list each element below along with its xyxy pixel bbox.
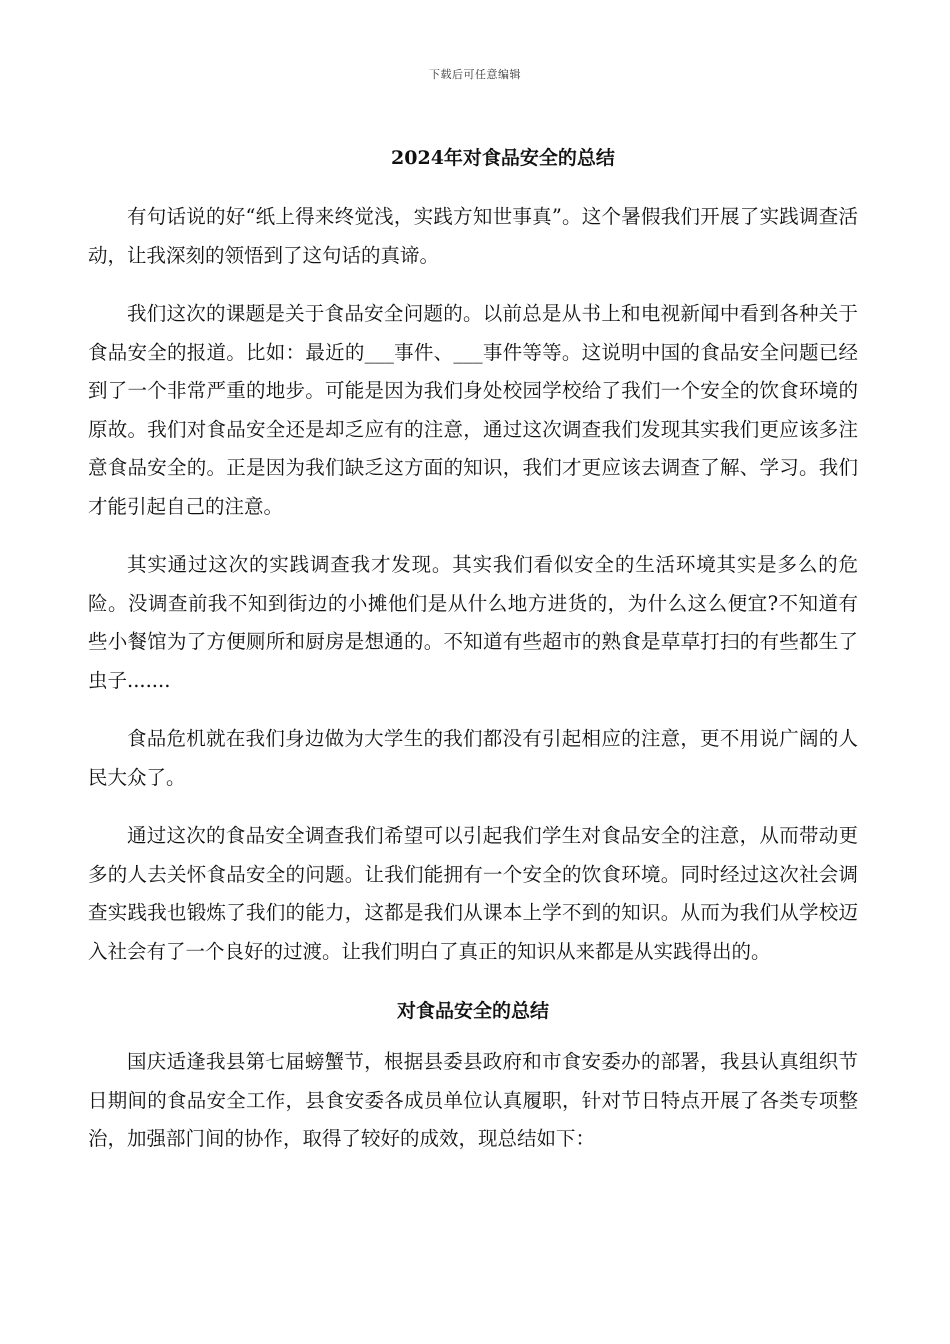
section-paragraph: 国庆适逢我县第七届螃蟹节，根据县委县政府和市食安委办的部署，我县认真组织节日期间的食品安全工作，县食安委各成员单位认真履职，针对节日特点开展了各类专项整治，加强部门间的协作，取得了较好的成效，现总结如下： bbox=[88, 1050, 858, 1150]
document-body bbox=[88, 140, 858, 1159]
paragraph-5: 通过这次的食品安全调查我们希望可以引起我们学生对食品安全的注意，从而带动更多的人去关怀食品安全的问题。让我们能拥有一个安全的饮食环境。同时经过这次社会调查实践我也锻炼了我们的能力，这都是我们从课本上学不到的知识。从而为我们从学校迈入社会有了一个良好的过渡。让我们明白了真正的知识从来都是从实践得出的。 bbox=[88, 824, 858, 963]
document-title: 2024年对食品安全的总结 bbox=[391, 147, 615, 169]
paragraph-4: 食品危机就在我们身边做为大学生的我们都没有引起相应的注意，更不用说广阔的人民大众了。 bbox=[88, 727, 858, 789]
paragraph-3: 其实通过这次的实践调查我才发现。其实我们看似安全的生活环境其实是多么的危险。没调查前我不知到街边的小摊他们是从什么地方进货的，为什么这么便宜?不知道有些小餐馆为了方便厕所和厨房是想通的。不知道有些超市的熟食是草草打扫的有些都生了虫子....... bbox=[88, 553, 858, 692]
paragraph-2: 我们这次的课题是关于食品安全问题的。以前总是从书上和电视新闻中看到各种关于食品安全的报道。比如：最近的___事件、___事件等等。这说明中国的食品安全问题已经到了一个非常严重的地步。可能是因为我们身处校园学校给了我们一个安全的饮食环境的原故。我们对食品安全还是却乏应有的注意，通过这次调查我们发现其实我们更应该多注意食品安全的。正是因为我们缺乏这方面的知识，我们才更应该去调查了解、学习。我们才能引起自己的注意。 bbox=[88, 302, 858, 518]
section-title: 对食品安全的总结 bbox=[396, 1000, 549, 1022]
paragraph-1: 有句话说的好“纸上得来终觉浅，实践方知世事真”。这个暑假我们开展了实践调查活动，让我深刻的领悟到了这句话的真谛。 bbox=[88, 205, 858, 267]
header-note: 下载后可任意编辑 bbox=[429, 68, 521, 81]
